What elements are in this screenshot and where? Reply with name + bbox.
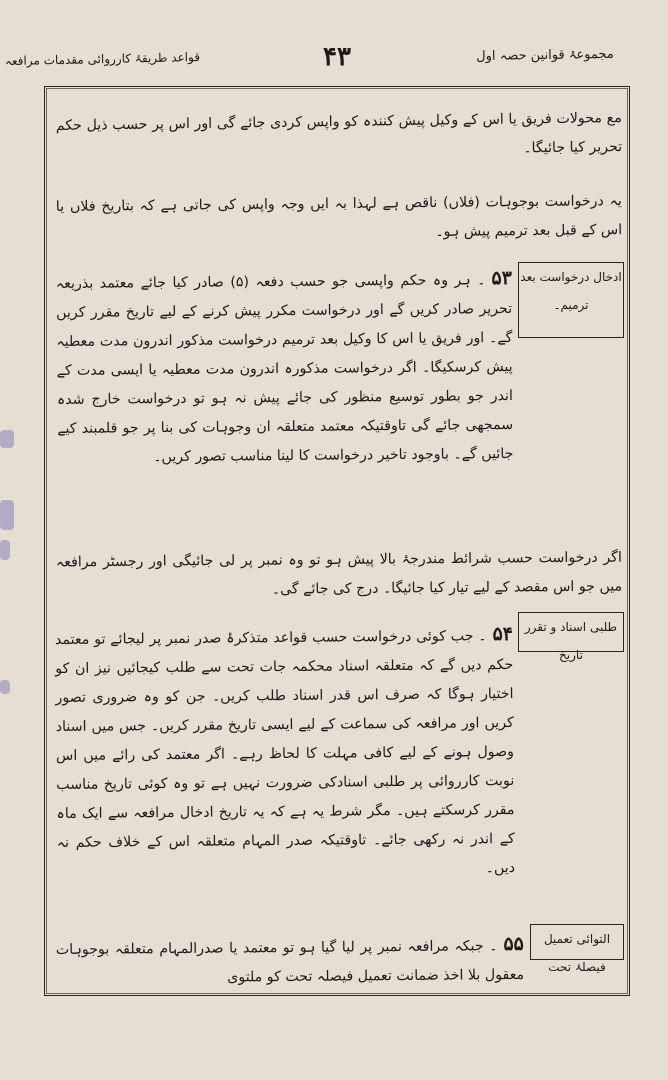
paragraph-registration: اگر درخواست حسب شرائط مندرجۂ بالا پیش ہو تو وہ نمبر پر لی جائیگی اور رجسٹر مرافعہ میں جو اس مقصد کے لیے تیار کیا جائیگا۔ درج کی جائے گی۔	[55, 549, 623, 598]
ink-stain	[0, 500, 14, 530]
margin-note-text: ادخال درخواست بعد ترمیم۔	[520, 270, 622, 312]
rule-55	[56, 930, 525, 994]
rule-number: ۵۵	[503, 932, 524, 956]
rule-54-text: ۔ جب کوئی درخواست حسب قواعد متذکرۂ صدر نمبر پر لیجائے تو معتمد حکم دیں گے کہ متعلقہ اسناد محکمہ جات تحت سے طلب کیجائیں نیز ان کو اختیار ہوگا کہ صرف اس قدر اسناد طلب کریں۔ جن کو وہ ضروری تصور کریں اور مرافعہ کی سماعت کے لیے ایسی تاریخ مقرر کریں۔ جس میں اسناد وصول ہونے کے لیے کافی مہلت کا لحاظ رہے۔ اگر معتمد کی رائے میں اس نوبت کارروائی پر طلبی اسنادکی ضرورت نہیں ہے تو وہ کوئی تاریخ مناسب مقرر کرسکتے ہیں۔ مگر شرط یہ ہے کہ یہ تاریخ ادخال مرافعہ سے ایک ماہ کے اندر نہ رکھی جائے۔ تاوقتیکہ صدر المہام متعلقہ اس کے خلاف حکم نہ دیں۔	[54, 628, 516, 877]
page-header	[0, 38, 668, 88]
paragraph-continuation: مع محولات فریق یا اس کے وکیل پیش کنندہ کو واپس کردی جائے گی اور اس پر حسب ذیل حکم تحریر کیا جائیگا۔	[55, 110, 623, 157]
rule-number: ۵۳	[491, 267, 512, 290]
ink-stain	[0, 540, 10, 560]
ink-stain	[0, 430, 14, 448]
running-title-left: قواعد طریقۂ کارروائی مقدمات مرافعہ	[4, 50, 201, 69]
rule-53-continuation	[55, 322, 623, 547]
rule-number: ۵۴	[492, 623, 514, 646]
running-title-right: مجموعۂ قوانین حصہ اول	[476, 46, 614, 65]
page-number: ۴۳	[323, 42, 351, 72]
rule-53-text: ۔ ہر وہ حکم واپسی جو حسب دفعہ (۵) صادر کیا جائے معتمد بذریعہ تحریر صادر کریں گے اور درخواست مکرر پیش کرنے کے لیے تاریخ مقرر کریں گے۔ اور فریق یا اس کا وکیل بعد ترمیم درخواست مذکور اندرون مدت معطیہ پیش کرسکیگا۔ اگر درخواست مذکورہ اندرون مدت معطیہ یا ایسی مدت کے اندر جو بطور توسیع منظور کی جائے پیش نہ ہو تو درخواست خارج شدہ سمجھی جائے گی تاوقتیکہ معتمد متعلقہ ان وجوہات کی بنا پر جو قلمبند کیے جائیں گے۔ باوجود تاخیر درخواست کا لینا مناسب تصور کریں۔	[55, 272, 514, 466]
margin-note-box	[530, 924, 624, 974]
rule-53-head	[55, 264, 514, 466]
margin-note-box	[518, 612, 624, 662]
rule-54	[55, 620, 515, 887]
margin-note-text: طلبی اسناد و تقرر تاریخ	[524, 620, 618, 662]
margin-note-text: التوائی تعمیل فیصلۂ تحت	[543, 932, 611, 974]
rule-55-text: ۔ جبکہ مرافعہ نمبر پر لیا گیا ہو تو معتمد یا صدرالمہام متعلقہ بوجوہات معقول بلا اخذ ضمانت تعمیل فیصلہ تحت کو ملتوی	[55, 938, 525, 986]
paragraph-return-order: یہ درخواست بوجوہات (فلاں) ناقص ہے لہذا بہ ایں وجہ واپس کی جاتی ہے کہ بتاریخ فلاں یا اس کے قبل بعد ترمیم پیش ہو۔	[55, 193, 623, 240]
ink-stain	[0, 680, 10, 694]
